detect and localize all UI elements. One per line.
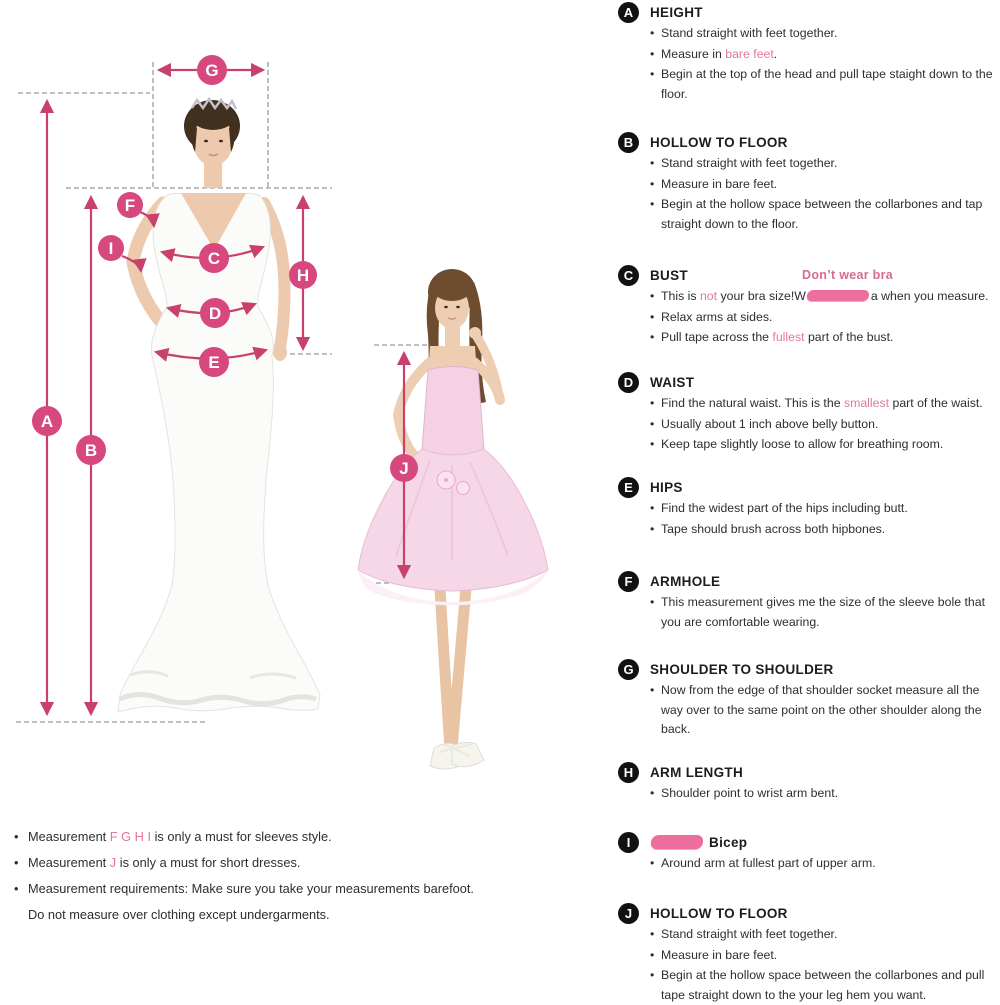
- svg-text:A: A: [40, 412, 54, 431]
- bullet: • Measure in bare feet.: [650, 175, 998, 195]
- section-title: [650, 265, 998, 286]
- section-title: SHOULDER TO SHOULDER: [650, 662, 834, 677]
- bullet: • Begin at the hollow space between the collarbones and tap straight down to the floor.: [650, 195, 998, 234]
- bullet: • Relax arms at sides.: [650, 308, 998, 328]
- letter-badge-f: F: [618, 571, 639, 592]
- svg-text:B: B: [84, 441, 98, 460]
- bullet: • Measure in bare feet.: [650, 946, 998, 966]
- section-hollow-to-floor-short: [612, 903, 998, 1005]
- measure-label-f: [117, 192, 143, 218]
- section-title: ARM LENGTH: [650, 765, 743, 780]
- section-title-text: BUST: [650, 268, 688, 283]
- bullet: • Find the natural waist. This is the smallest part of the waist.: [650, 394, 998, 414]
- bullet: • Stand straight with feet together.: [650, 925, 998, 945]
- measure-label-e: [199, 347, 229, 377]
- letter-badge-h: H: [618, 762, 639, 783]
- bullet: • Measure in bare feet.: [650, 45, 998, 65]
- bullet: • Shoulder point to wrist arm bent.: [650, 784, 998, 804]
- section-armhole: [612, 571, 998, 632]
- bride-figure: [118, 99, 320, 712]
- bullet: • Stand straight with feet together.: [650, 154, 998, 174]
- letter-badge-c: C: [618, 265, 639, 286]
- measure-label-h: [289, 261, 317, 289]
- letter-badge-b: B: [618, 132, 639, 153]
- measure-label-c: [199, 243, 229, 273]
- note-sleeves: • Measurement F G H I is only a must for sleeves style.: [14, 824, 604, 850]
- bullet: • Pull tape across the fullest part of the bust.: [650, 328, 998, 348]
- note-undergarments: Do not measure over clothing except undergarments.: [28, 907, 330, 922]
- letter-badge-j: J: [618, 903, 639, 924]
- svg-text:F: F: [124, 196, 136, 215]
- bullet: • Begin at the top of the head and pull tape staight down to the floor.: [650, 65, 998, 104]
- measure-label-d: [200, 298, 230, 328]
- bullet: • Around arm at fullest part of upper arm.: [650, 854, 998, 874]
- section-title: WAIST: [650, 375, 695, 390]
- svg-text:D: D: [208, 304, 222, 323]
- section-title: HEIGHT: [650, 5, 703, 20]
- bullet: • This measurement gives me the size of the sleeve bole that you are comfortable wearing.: [650, 593, 998, 632]
- section-title: HIPS: [650, 480, 683, 495]
- bullet: • Stand straight with feet together.: [650, 24, 998, 44]
- measure-label-a: [32, 406, 62, 436]
- bullet: • Tape should brush across both hipbones.: [650, 520, 998, 540]
- section-hollow-to-floor: [612, 132, 998, 234]
- bullet: • Keep tape slightly loose to allow for breathing room.: [650, 435, 998, 455]
- note-requirements: • Measurement requirements: Make sure you take your measurements barefoot.: [14, 876, 604, 902]
- svg-text:E: E: [208, 353, 220, 372]
- bullet: • This is not your bra size!W a when you measure.: [650, 287, 998, 307]
- bullet: • Usually about 1 inch above belly button.: [650, 415, 998, 435]
- section-title: Bicep: [650, 832, 998, 853]
- svg-text:I: I: [108, 239, 114, 258]
- svg-text:C: C: [207, 249, 221, 268]
- letter-badge-d: D: [618, 372, 639, 393]
- bullet: • Find the widest part of the hips including butt.: [650, 499, 998, 519]
- section-title: HOLLOW TO FLOOR: [650, 906, 788, 921]
- measurement-notes: [14, 824, 604, 928]
- section-bust: [612, 265, 998, 348]
- letter-badge-g: G: [618, 659, 639, 680]
- note-short-dress: • Measurement J is only a must for short dresses.: [14, 850, 604, 876]
- measure-label-j: [390, 454, 418, 482]
- section-title: HOLLOW TO FLOOR: [650, 135, 788, 150]
- svg-text:J: J: [399, 459, 409, 478]
- section-hips: [612, 477, 998, 539]
- section-title: ARMHOLE: [650, 574, 721, 589]
- short-dress-figure: [358, 269, 548, 769]
- letter-badge-a: A: [618, 2, 639, 23]
- section-height: [612, 2, 998, 104]
- letter-badge-e: E: [618, 477, 639, 498]
- bullet: • Begin at the hollow space between the collarbones and pull tape straight down to the your leg hem you want.: [650, 966, 998, 1005]
- measure-label-b: [76, 435, 106, 465]
- measure-label-i: [98, 235, 124, 261]
- bust-annotation: Don’t wear bra: [802, 268, 894, 282]
- bullet: • Now from the edge of that shoulder socket measure all the way over to the same point on the other shoulder along the back.: [650, 681, 998, 740]
- section-shoulder-to-shoulder: [612, 659, 998, 740]
- measure-label-g: [197, 55, 227, 85]
- section-waist: [612, 372, 998, 455]
- section-bicep: [612, 832, 998, 874]
- section-arm-length: [612, 762, 998, 804]
- letter-badge-i: I: [618, 832, 639, 853]
- svg-text:G: G: [205, 61, 219, 80]
- svg-text:H: H: [296, 266, 310, 285]
